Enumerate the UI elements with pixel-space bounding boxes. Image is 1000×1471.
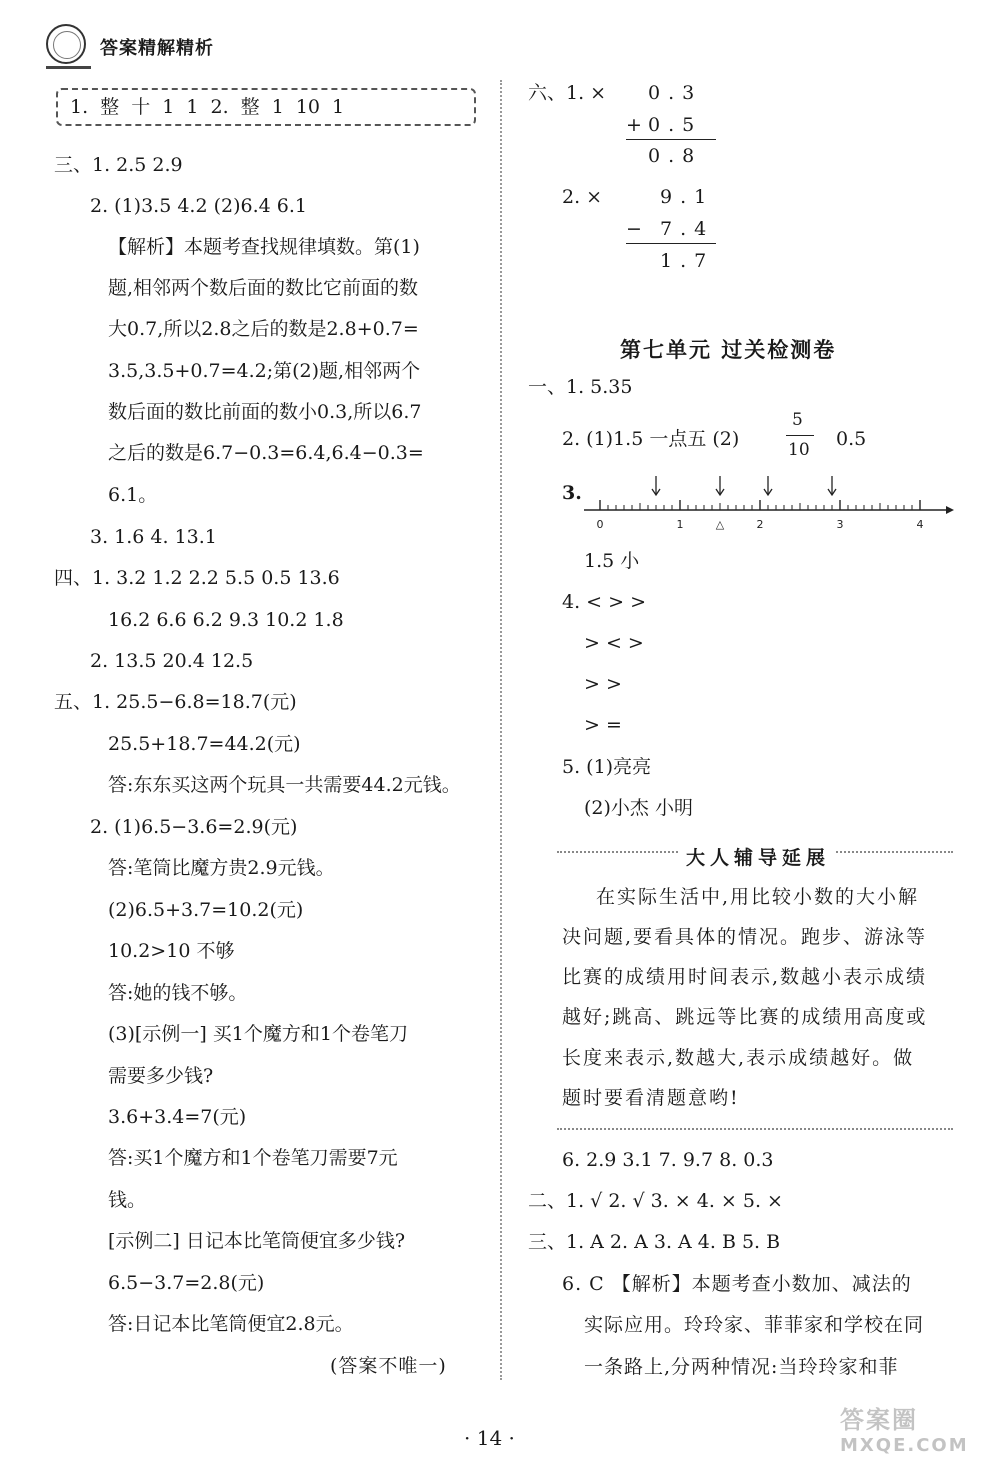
right-after-5: 一条路上,分两种情况:当玲玲家和菲	[584, 1356, 899, 1378]
left-line-5: 3.5,3.5+0.7=4.2;第(2)题,相邻两个	[108, 360, 421, 382]
calc2-op: −	[626, 218, 642, 240]
left-line-14: 25.5+18.7=44.2(元)	[108, 733, 301, 755]
left-line-1: 2. (1)3.5 4.2 (2)6.4 6.1	[90, 195, 307, 217]
number-line-tick-label: △	[715, 518, 725, 531]
extension-line-4: 长度来表示,数越大,表示成绩越好。做	[562, 1047, 915, 1069]
answer-3-after: 1.5 小	[584, 550, 640, 572]
watermark-line2: MXQE.COM	[840, 1435, 969, 1456]
column-divider	[500, 80, 502, 1380]
calc2-top: 9.1	[660, 186, 715, 208]
watermark-logo	[840, 1400, 995, 1466]
left-line-0: 三、1. 2.5 2.9	[54, 154, 183, 176]
calc2-rule	[626, 243, 716, 244]
number-line-tick-label: 4	[916, 518, 924, 531]
left-line-12: 2. 13.5 20.4 12.5	[90, 650, 254, 672]
answer-4-row-0: 4. < > >	[562, 591, 647, 613]
fraction-denominator: 10	[788, 440, 810, 460]
watermark-line1: 答案圈	[840, 1406, 918, 1434]
extension-bottom-rule	[557, 1128, 953, 1130]
extension-line-2: 比赛的成绩用时间表示,数越小表示成绩	[562, 966, 928, 988]
left-line-7: 之后的数是6.7−0.3=6.4,6.4−0.3=	[108, 442, 424, 464]
number-line-tick-label: 1	[676, 518, 684, 531]
left-line-27: 6.5−3.7=2.8(元)	[108, 1272, 265, 1294]
extension-line-3: 越好;跳高、跳远等比赛的成绩用高度或	[562, 1006, 928, 1028]
page-header-title: 答案精解精析	[100, 38, 214, 59]
left-line-21: (3)[示例一] 买1个魔方和1个卷笔刀	[108, 1023, 408, 1045]
left-line-2: 【解析】本题考查找规律填数。第(1)	[108, 236, 420, 258]
number-line-tick-label: 2	[756, 518, 764, 531]
left-line-9: 3. 1.6 4. 13.1	[90, 526, 217, 548]
number-line-tick-label: 3	[836, 518, 844, 531]
calc2-result: 1.7	[660, 250, 715, 272]
answer-4-row-2: > >	[584, 673, 622, 695]
answer-5-1: 5. (1)亮亮	[562, 756, 652, 778]
answer-4-row-3: > =	[584, 714, 622, 736]
right-after-1: 二、1. √ 2. √ 3. × 4. × 5. ×	[528, 1190, 783, 1212]
right-after-4: 实际应用。玲玲家、菲菲家和学校在同	[584, 1314, 925, 1336]
left-line-20: 答:她的钱不够。	[108, 982, 248, 1004]
number-line-tick-label: 0	[596, 518, 604, 531]
right-after-2: 三、1. A 2. A 3. A 4. B 5. B	[528, 1231, 781, 1253]
extension-line-5: 题时要看清题意哟!	[562, 1087, 740, 1109]
extension-line-1: 决问题,要看具体的情况。跑步、游泳等	[562, 926, 928, 948]
calc2-second: 7.4	[660, 218, 715, 240]
left-line-17: 答:笔筒比魔方贵2.9元钱。	[108, 857, 335, 879]
left-line-3: 题,相邻两个数后面的数比它前面的数	[108, 277, 419, 299]
left-line-29: (答案不唯一)	[330, 1355, 447, 1377]
number-line-ticks	[600, 500, 920, 510]
boxed-answer-text: 1. 整 十 1 1 2. 整 1 10 1	[70, 96, 345, 118]
answer-5-2: (2)小杰 小明	[584, 797, 693, 819]
page-number: · 14 ·	[464, 1426, 515, 1450]
left-line-11: 16.2 6.6 6.2 9.3 10.2 1.8	[108, 609, 344, 631]
left-line-23: 3.6+3.4=7(元)	[108, 1106, 247, 1128]
left-line-8: 6.1。	[108, 484, 158, 506]
left-line-24: 答:买1个魔方和1个卷笔刀需要7元	[108, 1147, 398, 1169]
left-line-22: 需要多少钱?	[108, 1065, 214, 1087]
number-line-arrowhead-icon	[946, 506, 954, 514]
section-title: 第七单元 过关检测卷	[620, 337, 837, 362]
calc1-top: 0.3	[648, 82, 703, 104]
left-line-6: 数后面的数比前面的数小0.3,所以6.7	[108, 401, 422, 423]
answer-3-label: 3.	[562, 482, 582, 504]
calc1-op: +	[626, 114, 642, 136]
header-rule	[46, 66, 91, 69]
left-line-4: 大0.7,所以2.8之后的数是2.8+0.7=	[108, 318, 419, 340]
left-line-16: 2. (1)6.5−3.6=2.9(元)	[90, 816, 298, 838]
calc1-result: 0.8	[648, 145, 703, 167]
extension-title: 大人辅导延展	[680, 843, 836, 870]
left-line-15: 答:东东买这两个玩具一共需要44.2元钱。	[108, 774, 461, 796]
answer-2-suffix: 0.5	[836, 428, 867, 450]
publisher-logo	[46, 24, 86, 64]
number-line	[580, 470, 960, 536]
extension-line-0: 在实际生活中,用比较小数的大小解	[596, 886, 920, 908]
right-after-3: 6. C 【解析】本题考查小数加、减法的	[562, 1273, 912, 1295]
calc1-second: 0.5	[648, 114, 703, 136]
left-line-25: 钱。	[108, 1189, 147, 1211]
left-line-26: [示例二] 日记本比笔筒便宜多少钱?	[108, 1230, 406, 1252]
right-after-0: 6. 2.9 3.1 7. 9.7 8. 0.3	[562, 1149, 774, 1171]
answer-1: 一、1. 5.35	[528, 376, 633, 398]
left-line-13: 五、1. 25.5−6.8=18.7(元)	[54, 691, 297, 713]
number-line-arrows	[652, 476, 836, 495]
fraction-numerator: 5	[792, 410, 803, 430]
fraction-bar	[786, 435, 814, 436]
left-line-18: (2)6.5+3.7=10.2(元)	[108, 899, 304, 921]
calc2-label: 2. ×	[562, 186, 603, 208]
answer-2-prefix: 2. (1)1.5 一点五 (2)	[562, 428, 740, 450]
left-line-28: 答:日记本比笔筒便宜2.8元。	[108, 1313, 354, 1335]
left-line-10: 四、1. 3.2 1.2 2.2 5.5 0.5 13.6	[54, 567, 340, 589]
left-line-19: 10.2>10 不够	[108, 940, 235, 962]
answer-4-row-1: > < >	[584, 632, 644, 654]
calc1-rule	[626, 139, 716, 140]
number-line-labels	[597, 518, 924, 531]
calc1-label: 六、1. ×	[528, 82, 607, 104]
